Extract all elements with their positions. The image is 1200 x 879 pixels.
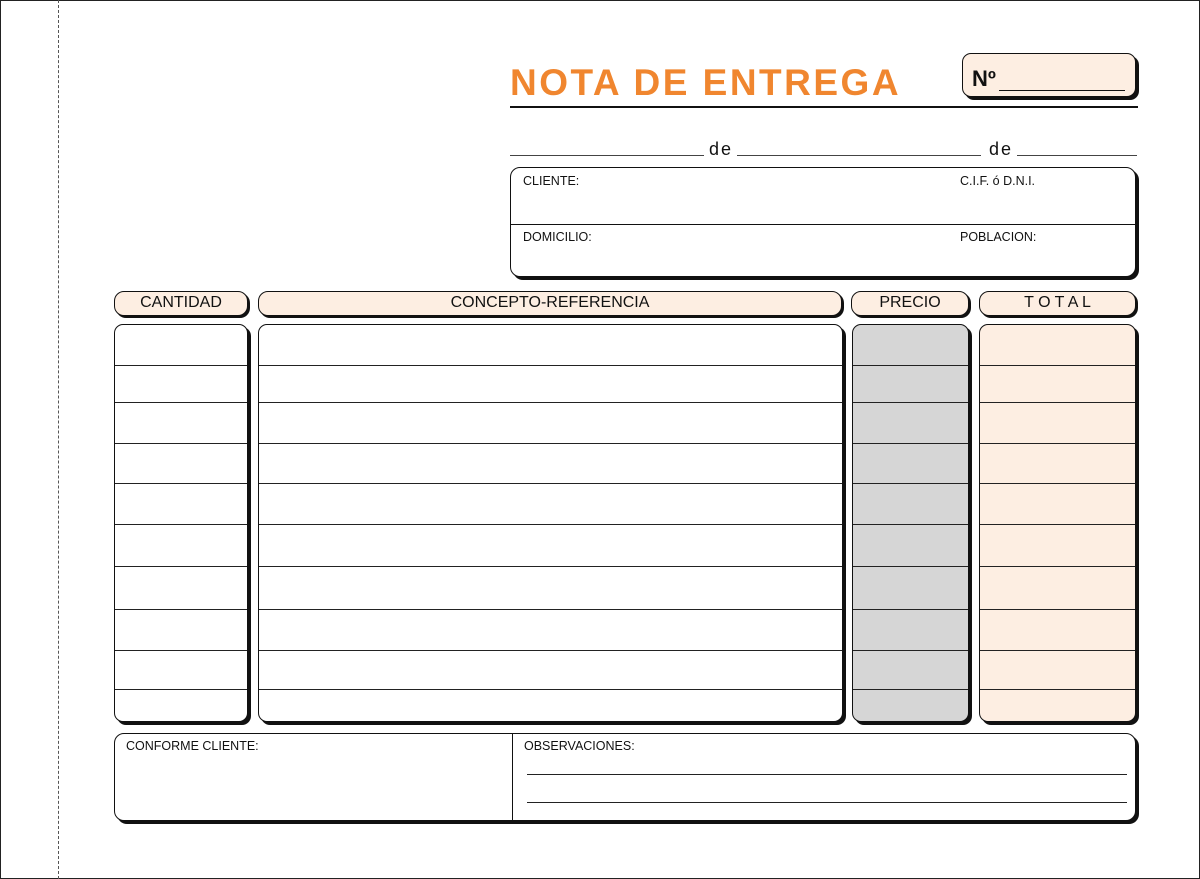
row-divider xyxy=(115,566,247,567)
row-divider xyxy=(853,483,968,484)
cantidad-column[interactable] xyxy=(114,324,248,722)
row-divider xyxy=(853,365,968,366)
row-divider xyxy=(115,609,247,610)
document-number-box[interactable] xyxy=(962,53,1136,97)
observations-label: OBSERVACIONES: xyxy=(524,739,635,753)
number-label: Nº xyxy=(972,66,996,91)
concepto-column[interactable] xyxy=(258,324,843,722)
row-divider xyxy=(980,566,1135,567)
row-divider xyxy=(853,689,968,690)
row-divider xyxy=(259,402,842,403)
number-write-line xyxy=(999,90,1125,91)
date-separator-2: de xyxy=(989,139,1014,159)
document-title: NOTA DE ENTREGA xyxy=(510,62,902,103)
row-divider xyxy=(259,689,842,690)
client-label: CLIENTE: xyxy=(523,174,580,188)
row-divider xyxy=(980,365,1135,366)
row-divider xyxy=(115,650,247,651)
row-divider xyxy=(115,402,247,403)
perforation-line xyxy=(58,0,59,879)
row-divider xyxy=(259,483,842,484)
footer-box xyxy=(114,733,1136,821)
row-divider xyxy=(980,609,1135,610)
row-divider xyxy=(115,689,247,690)
observations-line[interactable] xyxy=(527,802,1127,803)
row-divider xyxy=(980,689,1135,690)
client-box-divider xyxy=(511,224,1135,225)
row-divider xyxy=(980,483,1135,484)
row-divider xyxy=(980,443,1135,444)
client-info-box xyxy=(510,167,1136,277)
row-divider xyxy=(115,443,247,444)
date-month-line[interactable] xyxy=(737,155,981,156)
header-concepto: CONCEPTO-REFERENCIA xyxy=(258,291,842,316)
row-divider xyxy=(853,443,968,444)
row-divider xyxy=(853,609,968,610)
row-divider xyxy=(853,566,968,567)
row-divider xyxy=(259,566,842,567)
cif-label: C.I.F. ó D.N.I. xyxy=(960,174,1036,188)
row-divider xyxy=(259,609,842,610)
row-divider xyxy=(115,483,247,484)
row-divider xyxy=(115,524,247,525)
row-divider xyxy=(259,524,842,525)
date-day-line[interactable] xyxy=(510,155,704,156)
row-divider xyxy=(259,443,842,444)
header-total: T O T A L xyxy=(979,291,1136,316)
title-underline xyxy=(510,106,1138,108)
row-divider xyxy=(980,650,1135,651)
observations-line[interactable] xyxy=(527,774,1127,775)
total-column[interactable] xyxy=(979,324,1136,722)
header-precio: PRECIO xyxy=(851,291,969,316)
row-divider xyxy=(259,365,842,366)
client-sign-label: CONFORME CLIENTE: xyxy=(126,739,259,753)
row-divider xyxy=(980,524,1135,525)
row-divider xyxy=(115,365,247,366)
row-divider xyxy=(853,650,968,651)
precio-column[interactable] xyxy=(852,324,969,722)
row-divider xyxy=(980,402,1135,403)
date-year-line[interactable] xyxy=(1017,155,1137,156)
footer-divider xyxy=(512,734,513,820)
header-cantidad: CANTIDAD xyxy=(114,291,248,316)
row-divider xyxy=(853,524,968,525)
address-label: DOMICILIO: xyxy=(523,230,592,244)
row-divider xyxy=(259,650,842,651)
row-divider xyxy=(853,402,968,403)
date-separator-1: de xyxy=(709,139,734,159)
town-label: POBLACION: xyxy=(960,230,1037,244)
